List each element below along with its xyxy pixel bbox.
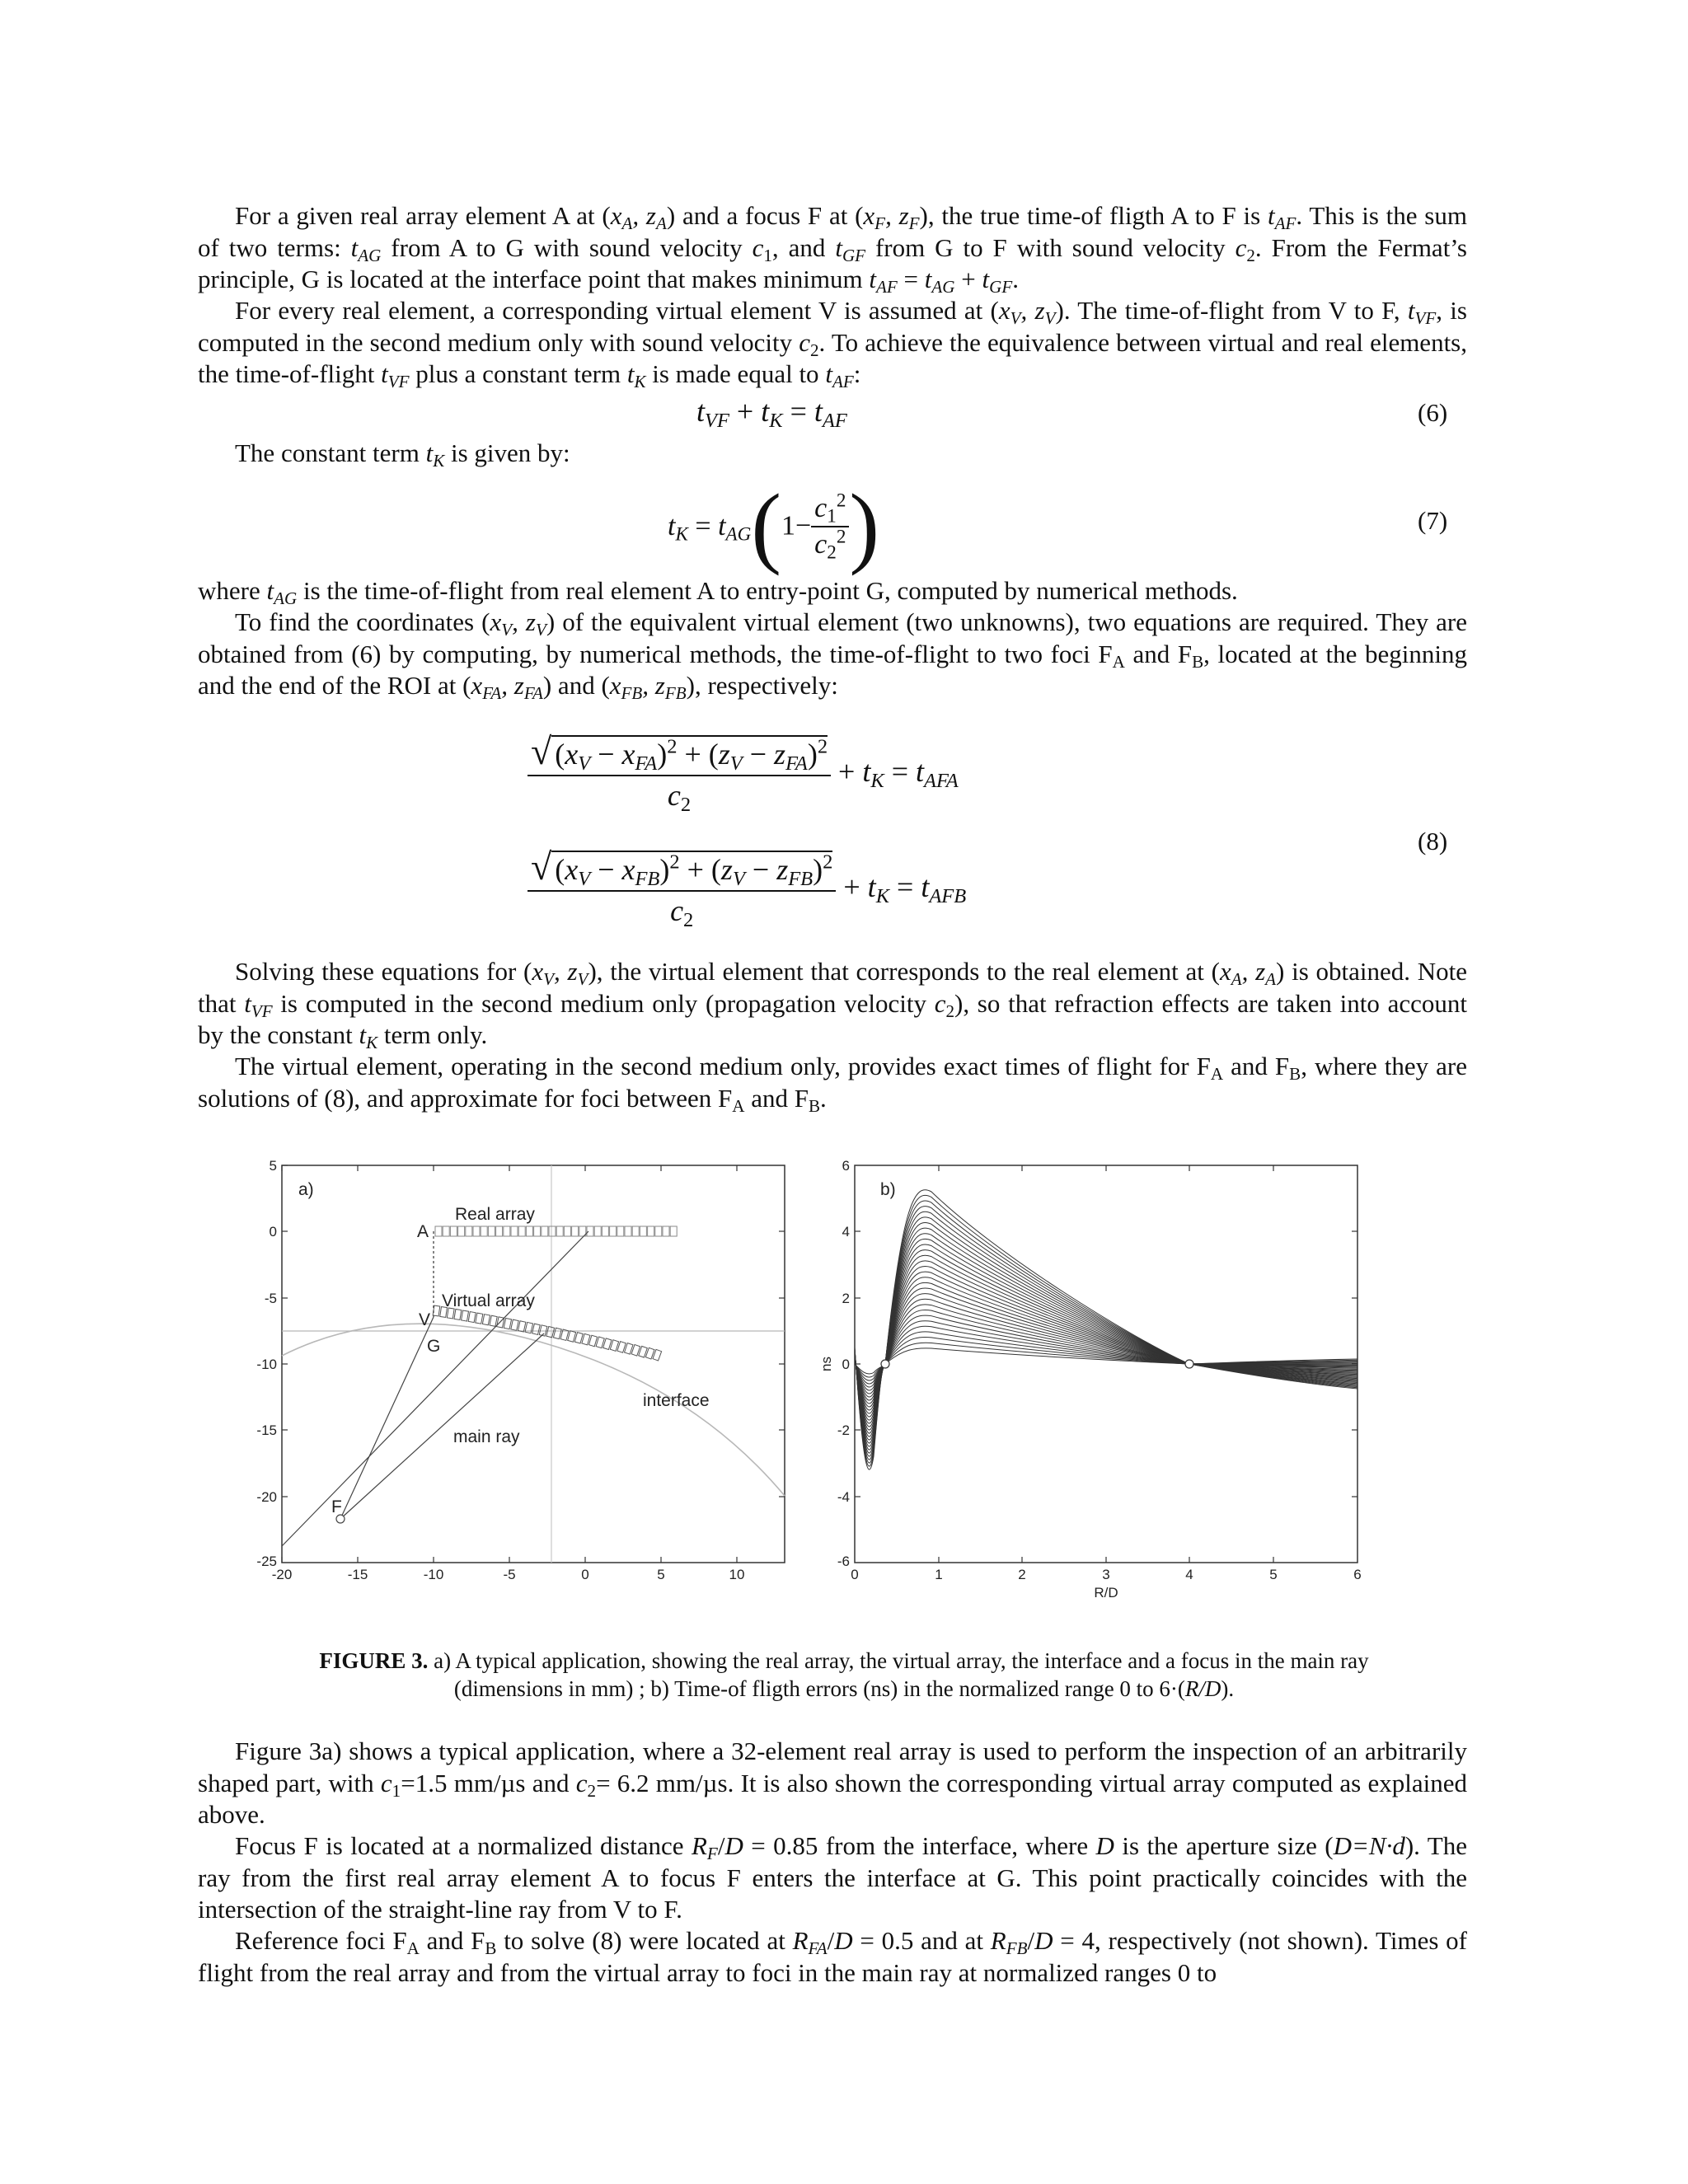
paragraph-10: Reference foci $F_A$ and $F_B$ to solve (8) were located at $R_{FA}/D = 0.5$ and at $R_{FB}/D = 4$, respectively (not shown). Times of flight from the real array and from the virtual array to foci in the main ray at normalized ranges 0 to xyxy=(198,1926,1467,1987)
y-tick-a-5: -20 xyxy=(256,1489,277,1505)
y-tick-a-6: -25 xyxy=(256,1554,277,1569)
y-tick-b-2: 2 xyxy=(842,1291,850,1306)
x-tick-b-1: 1 xyxy=(935,1567,943,1582)
x-tick-b-6: 6 xyxy=(1353,1567,1362,1582)
figure-caption-line1: a) A typical application, showing the real array, the virtual array, the interface and a focus in the main ray xyxy=(434,1648,1369,1673)
x-tick-b-2: 2 xyxy=(1018,1567,1026,1582)
x-tick-a-0: -20 xyxy=(271,1567,293,1582)
paragraph-2: For every real element, a corresponding virtual element V is assumed at ($x_V$, $z_V$). The time-of-flight from V to F, $t_{VF}$, is computed in the second medium only with sound velocity $c_2$. To achieve the equivalence between virtual and real elements, the time-of-flight $t_{VF}$ plus a constant term $t_K$ is made equal to $t_{AF}$: xyxy=(198,296,1467,391)
y-tick-a-1: 0 xyxy=(269,1224,277,1240)
paragraph-1: For a given real array element A at ($x_A$, $z_A$) and a focus F at ($x_F$, $z_F$), the true time-of fligth A to F is $t_{AF}$. This is the sum of two terms: $t_{AG}$ from A to G with sound velocity $c_1$, and $t_{GF}$ from G to F with sound velocity $c_2$. From the Fermat’s principle, G is located at the interface point that makes minimum $t_{AF} = t_{AG} + t_{GF}$. xyxy=(198,201,1467,297)
y-tick-a-3: -10 xyxy=(256,1357,277,1372)
equation-7-number: (7) xyxy=(1418,506,1448,535)
label-F: F xyxy=(331,1497,342,1516)
panel-b-tag: b) xyxy=(880,1180,896,1199)
x-tick-b-3: 3 xyxy=(1102,1567,1110,1582)
figure-3b xyxy=(816,1154,1376,1615)
x-tick-a-4: 0 xyxy=(581,1567,589,1582)
paragraph-8: Figure 3a) shows a typical application, where a 32-element real array is used to perform the inspection of an arbitrarily shaped part, with $c_1=1.5$ mm/µs and $c_2= 6.2$ mm/µs. It is also shown the corresponding virtual array computed as explained above. xyxy=(198,1736,1467,1829)
y-tick-a-2: -5 xyxy=(264,1291,277,1306)
paragraph-7: The virtual element, operating in the second medium only, provides exact times of flight for $F_A$ and $F_B$, where they are solutions of (8), and approximate for foci between $F_A$ and $F_B$. xyxy=(198,1052,1467,1116)
paragraph-3: The constant term $t_K$ is given by: xyxy=(235,438,570,471)
virtual-array-label: Virtual array xyxy=(442,1291,535,1310)
figure-caption xyxy=(247,1647,1441,1703)
y-tick-b-4: -2 xyxy=(837,1422,850,1438)
equation-8a: $\frac{√ (x_V - x_{FA})^2 + (z_V - z_{FA})^2}{c_2}$ + $t_K = t_{AFA}$ xyxy=(528,729,959,813)
y-tick-b-5: -4 xyxy=(837,1489,850,1505)
paragraph-9: Focus F is located at a normalized distance $R_F/D = 0.85$ from the interface, where D is the aperture size (D=N·d). The ray from the first real array element A to focus F enters the interface at G. This point practically coincides with the intersection of the straight-line ray from V to F. xyxy=(198,1831,1467,1924)
equation-7: $t_K = t_{AG}(1-$ $\frac{c_1^2}{c_2^2}$ ) xyxy=(668,476,880,576)
y-tick-a-4: -15 xyxy=(256,1422,277,1438)
panel-a-tag: a) xyxy=(298,1180,314,1199)
x-axis-label-b: R/D xyxy=(1094,1585,1118,1601)
figure-caption-label: FIGURE 3. xyxy=(319,1648,429,1673)
label-A: A xyxy=(417,1222,429,1241)
label-V: V xyxy=(419,1310,431,1329)
y-tick-b-0: 6 xyxy=(842,1158,850,1174)
y-tick-b-3: 0 xyxy=(842,1357,850,1372)
y-tick-b-6: -6 xyxy=(837,1554,850,1569)
x-tick-a-1: -15 xyxy=(347,1567,368,1582)
equation-6: $t_{VF} + t_K = t_{AF}$ xyxy=(696,395,847,432)
figure-caption-line2: (dimensions in mm) ; b) Time-of fligth errors (ns) in the normalized range 0 to 6·(R/D). xyxy=(453,1676,1235,1701)
x-tick-a-3: -5 xyxy=(503,1567,516,1582)
crossing-marker-2 xyxy=(1185,1360,1193,1368)
x-tick-b-0: 0 xyxy=(851,1567,859,1582)
paragraph-4: where $t_{AG}$ is the time-of-flight from real element A to entry-point G, computed by numerical methods. xyxy=(198,576,1238,608)
equation-8b: $\frac{√ (x_V - x_{FB})^2 + (z_V - z_{FB})^2}{c_2}$ + $t_K = t_{AFB}$ xyxy=(528,845,966,928)
y-axis-label-b: ns xyxy=(818,1357,834,1371)
y-tick-a-0: 5 xyxy=(269,1158,277,1174)
main-ray-label: main ray xyxy=(453,1427,520,1446)
paragraph-6: Solving these equations for ($x_V$, $z_V$), the virtual element that corresponds to the real element at ($x_A$, $z_A$) is obtained. Note that $t_{VF}$ is computed in the second medium only (propagation velocity $c_2$), so that refraction effects are taken into account by the constant $t_K$ term only. xyxy=(198,957,1467,1052)
y-tick-b-1: 4 xyxy=(842,1224,850,1240)
x-tick-a-6: 10 xyxy=(729,1567,745,1582)
x-tick-b-5: 5 xyxy=(1269,1567,1278,1582)
label-G: G xyxy=(427,1337,441,1356)
figure-3a xyxy=(247,1154,808,1599)
crossing-marker-1 xyxy=(881,1360,889,1368)
equation-6-number: (6) xyxy=(1418,398,1448,427)
real-array-label: Real array xyxy=(455,1205,535,1224)
interface-label: interface xyxy=(643,1391,710,1410)
x-tick-b-4: 4 xyxy=(1185,1567,1193,1582)
x-tick-a-2: -10 xyxy=(423,1567,444,1582)
equation-8-number: (8) xyxy=(1418,827,1448,855)
paragraph-5: To find the coordinates ($x_V$, $z_V$) of the equivalent virtual element (two unknowns), two equations are required. They are obtained from (6) by computing, by numerical methods, the time-of-flight to two foci $F_A$ and $F_B$, located at the beginning and the end of the ROI at ($x_{FA}$, $z_{FA}$) and ($x_{FB}$, $z_{FB}$), respectively: xyxy=(198,607,1468,703)
x-tick-a-5: 5 xyxy=(657,1567,665,1582)
